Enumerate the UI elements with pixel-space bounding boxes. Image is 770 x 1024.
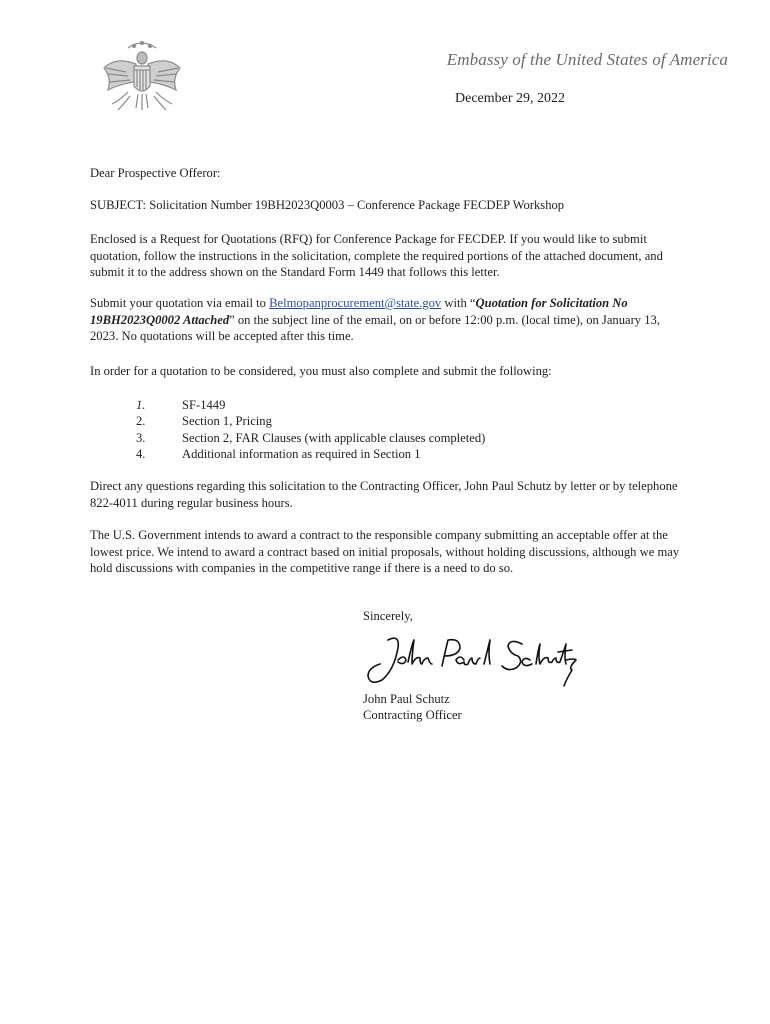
signatory-title: Contracting Officer bbox=[363, 708, 462, 722]
paragraph-submit-quotation bbox=[90, 295, 690, 345]
letter-date: December 29, 2022 bbox=[455, 91, 566, 106]
paragraph-questions: Direct any questions regarding this solicitation to the Contracting Officer, John Paul Schutz by letter or by telephone 822-4011 during regular business hours. bbox=[90, 479, 678, 510]
eagle-seal-icon bbox=[98, 34, 186, 124]
list-item bbox=[136, 430, 485, 446]
paragraph-award: The U.S. Government intends to award a contract to the responsible company submitting an acceptable offer at the lowest price. We intend to award a contract based on initial proposals, without holding discussions, although we may hold discussions with companies in the competitive range if there is a need to do so. bbox=[90, 528, 680, 575]
list-item bbox=[136, 413, 485, 429]
list-text: Additional information as required in Section 1 bbox=[182, 446, 421, 461]
list-text: Section 1, Pricing bbox=[182, 414, 272, 429]
list-text: Section 2, FAR Clauses (with applicable clauses completed) bbox=[182, 430, 486, 445]
para2-text-c: ” on the subject line of the email, on or before 12:00 p.m. (local time), on January 13, 2023. No quotations will be accepted after this time. bbox=[90, 312, 660, 343]
procurement-email-link[interactable]: Belmopanprocurement@state.gov bbox=[269, 296, 442, 310]
list-item bbox=[136, 446, 485, 462]
list-number: 3. bbox=[136, 430, 146, 445]
embassy-heading: Embassy of the United States of America bbox=[446, 50, 728, 69]
signatory-block bbox=[363, 691, 462, 723]
subject-line: SUBJECT: Solicitation Number 19BH2023Q0003 – Conference Package FECDEP Workshop bbox=[90, 198, 565, 212]
closing-sincerely: Sincerely, bbox=[363, 609, 413, 623]
list-number: 2. bbox=[136, 414, 146, 429]
list-item bbox=[136, 397, 485, 413]
signatory-name: John Paul Schutz bbox=[363, 692, 450, 706]
para2-text-b: with “ bbox=[441, 296, 476, 310]
paragraph-requirements: In order for a quotation to be considered, you must also complete and submit the following: bbox=[90, 364, 552, 378]
handwritten-signature bbox=[360, 630, 585, 690]
list-text: SF-1449 bbox=[182, 398, 226, 412]
paragraph-enclosed-rfq: Enclosed is a Request for Quotations (RFQ) for Conference Package for FECDEP. If you would like to submit quotation, follow the instructions in the solicitation, complete the required portions of the attached document, and submit it to the address shown on the Standard Form 1449 that follows this letter. bbox=[90, 232, 663, 279]
para2-text-a: Submit your quotation via email to bbox=[90, 296, 270, 310]
requirements-list bbox=[136, 397, 485, 462]
para2-subject-phrase: Quotation for Solicitation No 19BH2023Q0002 Attached bbox=[90, 296, 628, 327]
list-number: 1. bbox=[136, 398, 146, 412]
list-number: 4. bbox=[136, 446, 146, 461]
salutation: Dear Prospective Offeror: bbox=[90, 166, 221, 180]
